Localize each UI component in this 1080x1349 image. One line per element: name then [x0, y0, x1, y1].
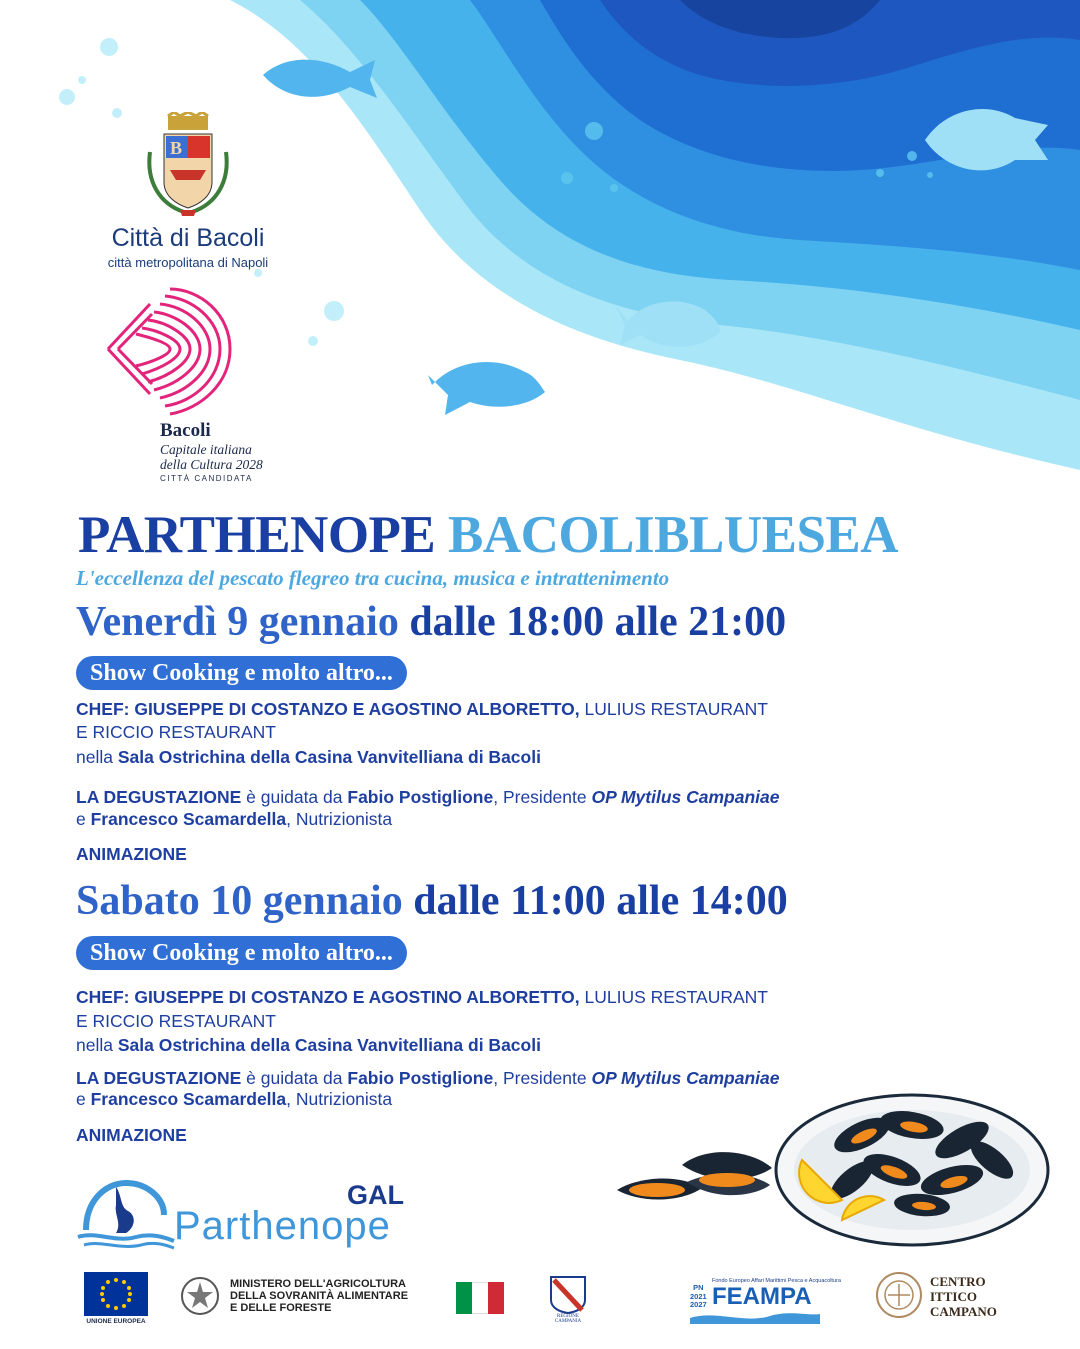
day2-place-name: Sala Ostrichina della Casina Vanvitelliana di Bacoli	[117, 1035, 541, 1055]
day1-place-prefix: nella	[76, 747, 113, 767]
day2-show-cooking-badge: Show Cooking e molto altro...	[76, 936, 407, 970]
day1-chef-line2: E RICCIO RESTAURANT	[76, 722, 276, 742]
day1-deg-role: , Presidente	[493, 787, 587, 807]
centro-line2: ITTICO	[930, 1289, 977, 1304]
eu-stars-icon	[84, 1272, 148, 1316]
eu-flag-icon	[84, 1272, 148, 1316]
capitale-candidate: CITTÀ CANDIDATA	[160, 474, 253, 483]
day2-date	[76, 877, 788, 925]
city-name: Città di Bacoli	[111, 224, 265, 252]
centro-ittico-text	[930, 1274, 997, 1319]
capitale-subtitle	[160, 442, 300, 472]
ministero-line2: DELLA SOVRANITÀ ALIMENTARE	[230, 1290, 409, 1302]
feampa-pn-end: 2027	[690, 1300, 707, 1309]
italian-flag-icon	[456, 1282, 504, 1314]
feampa-subtitle: Fondo Europeo Affari Marittimi Pesca e Acquacoltura	[712, 1278, 841, 1284]
day1-deg2-role: , Nutrizionista	[286, 809, 393, 829]
mussels-plate-illustration	[612, 1090, 1052, 1250]
day2-date-day: Sabato 10 gennaio	[76, 878, 403, 924]
day2-deg-role: , Presidente	[493, 1068, 587, 1088]
event-subtitle: L'eccellenza del pescato flegreo tra cucina, musica e intrattenimento	[76, 566, 670, 590]
day2-place	[76, 1034, 541, 1057]
event-title	[78, 505, 898, 565]
day1-deg-op: OP Mytilus Campaniae	[591, 787, 780, 807]
centro-ittico-emblem-icon	[874, 1270, 924, 1320]
day2-chef-line	[76, 986, 768, 1009]
gal-name: Parthenope	[174, 1204, 391, 1248]
day2-deg2-name: Francesco Scamardella	[90, 1089, 287, 1109]
day1-animazione: ANIMAZIONE	[76, 844, 187, 864]
feampa-pn-label: PN	[693, 1283, 704, 1292]
day1-date	[76, 598, 786, 646]
bacoli-coat-of-arms-icon	[140, 112, 236, 222]
capitale-cultura-logo	[80, 280, 295, 492]
day2-degustazione	[76, 1067, 780, 1090]
day1-deg2-prefix: e	[76, 809, 86, 829]
eu-label: UNIONE EUROPEA	[86, 1318, 146, 1325]
capitale-line1: Capitale italiana	[160, 442, 252, 457]
day1-place	[76, 746, 541, 769]
day2-deg2-role: , Nutrizionista	[286, 1089, 393, 1109]
day2-chef-line2: E RICCIO RESTAURANT	[76, 1011, 276, 1031]
day1-place-name: Sala Ostrichina della Casina Vanvitelliana di Bacoli	[117, 747, 541, 767]
feampa-wave-icon	[690, 1310, 820, 1324]
day1-show-cooking-badge: Show Cooking e molto altro...	[76, 656, 407, 690]
day1-chef-names: CHEF: GIUSEPPE DI COSTANZO E AGOSTINO ALBORETTO,	[76, 699, 580, 719]
gal-label: GAL	[347, 1180, 404, 1210]
feampa-pn	[690, 1284, 707, 1310]
day2-chef-names: CHEF: GIUSEPPE DI COSTANZO E AGOSTINO ALBORETTO,	[76, 987, 580, 1007]
gal-parthenope-logo-icon	[76, 1175, 176, 1253]
ministero-line3: E DELLE FORESTE	[230, 1302, 332, 1314]
regione-campania-emblem-icon	[548, 1274, 588, 1314]
feampa-logo-text: FEAMPA	[712, 1283, 812, 1310]
capitale-heart-lines-icon	[90, 284, 240, 419]
feampa-pn-start: 2021	[690, 1291, 707, 1301]
day2-place-prefix: nella	[76, 1035, 113, 1055]
day2-animazione: ANIMAZIONE	[76, 1125, 187, 1145]
day2-deg-op: OP Mytilus Campaniae	[591, 1068, 780, 1088]
centro-line3: CAMPANO	[930, 1304, 997, 1319]
day1-degustazione	[76, 786, 780, 809]
centro-line1: CENTRO	[930, 1274, 986, 1289]
day1-degustazione2	[76, 808, 392, 831]
day1-chef-restaurant: LULIUS RESTAURANT	[584, 699, 768, 719]
day2-date-time: dalle 11:00 alle 14:00	[413, 878, 788, 924]
day2-degustazione2	[76, 1088, 392, 1111]
day1-deg-name: Fabio Postiglione	[347, 787, 494, 807]
ministero-text	[230, 1278, 460, 1314]
capitale-title: Bacoli	[160, 420, 211, 441]
day1-deg2-name: Francesco Scamardella	[90, 809, 287, 829]
regione-label: REGIONE CAMPANIA	[554, 1314, 582, 1324]
day2-deg-name: Fabio Postiglione	[347, 1068, 494, 1088]
day2-chef-restaurant: LULIUS RESTAURANT	[584, 987, 768, 1007]
day2-deg-mid: è guidata da	[246, 1068, 343, 1088]
day1-deg-mid: è guidata da	[246, 787, 343, 807]
day1-chef-line	[76, 698, 768, 721]
day2-deg2-prefix: e	[76, 1089, 86, 1109]
day1-date-day: Venerdì 9 gennaio	[76, 599, 399, 645]
day1-deg-label: LA DEGUSTAZIONE	[76, 787, 242, 807]
event-title-part1: PARTHENOPE	[78, 506, 436, 564]
event-title-part2: BACOLIBLUESEA	[448, 506, 899, 564]
day1-date-time: dalle 18:00 alle 21:00	[409, 599, 787, 645]
italian-republic-emblem-icon	[180, 1276, 220, 1316]
capitale-line2: della Cultura 2028	[160, 457, 263, 472]
day2-deg-label: LA DEGUSTAZIONE	[76, 1068, 242, 1088]
ministero-line1: MINISTERO DELL'AGRICOLTURA	[230, 1278, 406, 1290]
svg-text:B: B	[170, 138, 183, 158]
city-subtitle: città metropolitana di Napoli	[107, 255, 269, 270]
